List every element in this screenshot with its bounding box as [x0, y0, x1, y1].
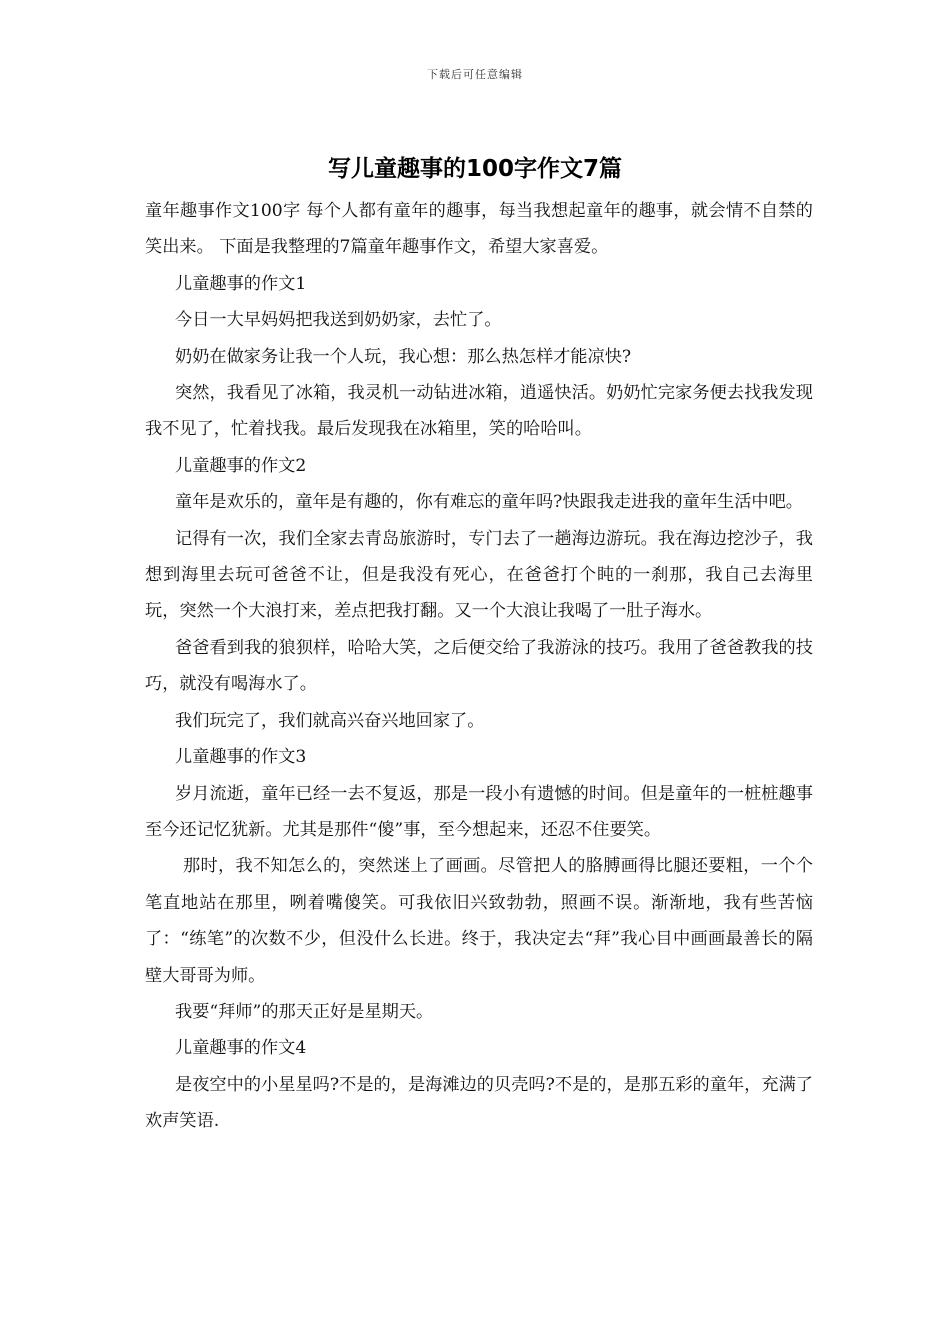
- section-heading: 儿童趣事的作文3: [175, 747, 307, 768]
- document-title: 写儿童趣事的100字作文7篇: [327, 156, 622, 182]
- paragraph: 是夜空中的小星星吗?不是的，是海滩边的贝壳吗?不是的，是那五彩的童年，充满了欢声笑语.: [145, 1074, 813, 1132]
- header-note: 下载后可任意编辑: [427, 68, 523, 81]
- document-body: [145, 193, 813, 1140]
- paragraph: 我要“拜师”的那天正好是星期天。: [175, 1001, 434, 1022]
- paragraph: 今日一大早妈妈把我送到奶奶家，去忙了。: [175, 310, 502, 331]
- paragraph: 爸爸看到我的狼狈样，哈哈大笑，之后便交给了我游泳的技巧。我用了爸爸教我的技巧，就没有喝海水了。: [145, 637, 813, 695]
- paragraph: 奶奶在做家务让我一个人玩，我心想：那么热怎样才能凉快?: [175, 346, 632, 367]
- paragraph: 岁月流逝，童年已经一去不复返，那是一段小有遗憾的时间。但是童年的一桩桩趣事至今还记忆犹新。尤其是那件“傻”事，至今想起来，还忍不住要笑。: [145, 783, 813, 840]
- paragraph: 童年是欢乐的，童年是有趣的，你有难忘的童年吗?快跟我走进我的童年生活中吧。: [175, 492, 803, 513]
- section-heading: 儿童趣事的作文4: [175, 1038, 307, 1059]
- paragraph: 童年趣事作文100字 每个人都有童年的趣事，每当我想起童年的趣事，就会情不自禁的笑出来。 下面是我整理的7篇童年趣事作文，希望大家喜爱。: [145, 201, 813, 258]
- paragraph: 那时，我不知怎么的，突然迷上了画画。尽管把人的胳膊画得比腿还要粗，一个个笔直地站在那里，咧着嘴傻笑。可我依旧兴致勃勃，照画不误。渐渐地，我有些苦恼了：“练笔”的次数不少，但没什么长进。终于，我决定去“拜”我心目中画画最善长的隔壁大哥哥为师。: [145, 856, 813, 986]
- section-heading: 儿童趣事的作文1: [175, 273, 307, 294]
- paragraph: 记得有一次，我们全家去青岛旅游时，专门去了一趟海边游玩。我在海边挖沙子，我想到海里去玩可爸爸不让，但是我没有死心，在爸爸打个盹的一刹那，我自己去海里玩，突然一个大浪打来，差点把我打翻。又一个大浪让我喝了一肚子海水。: [145, 528, 813, 622]
- section-heading: 儿童趣事的作文2: [175, 455, 307, 476]
- paragraph: 我们玩完了，我们就高兴奋兴地回家了。: [175, 710, 485, 731]
- paragraph: 突然，我看见了冰箱，我灵机一动钻进冰箱，逍遥快活。奶奶忙完家务便去找我发现我不见了，忙着找我。最后发现我在冰箱里，笑的哈哈叫。: [145, 383, 813, 440]
